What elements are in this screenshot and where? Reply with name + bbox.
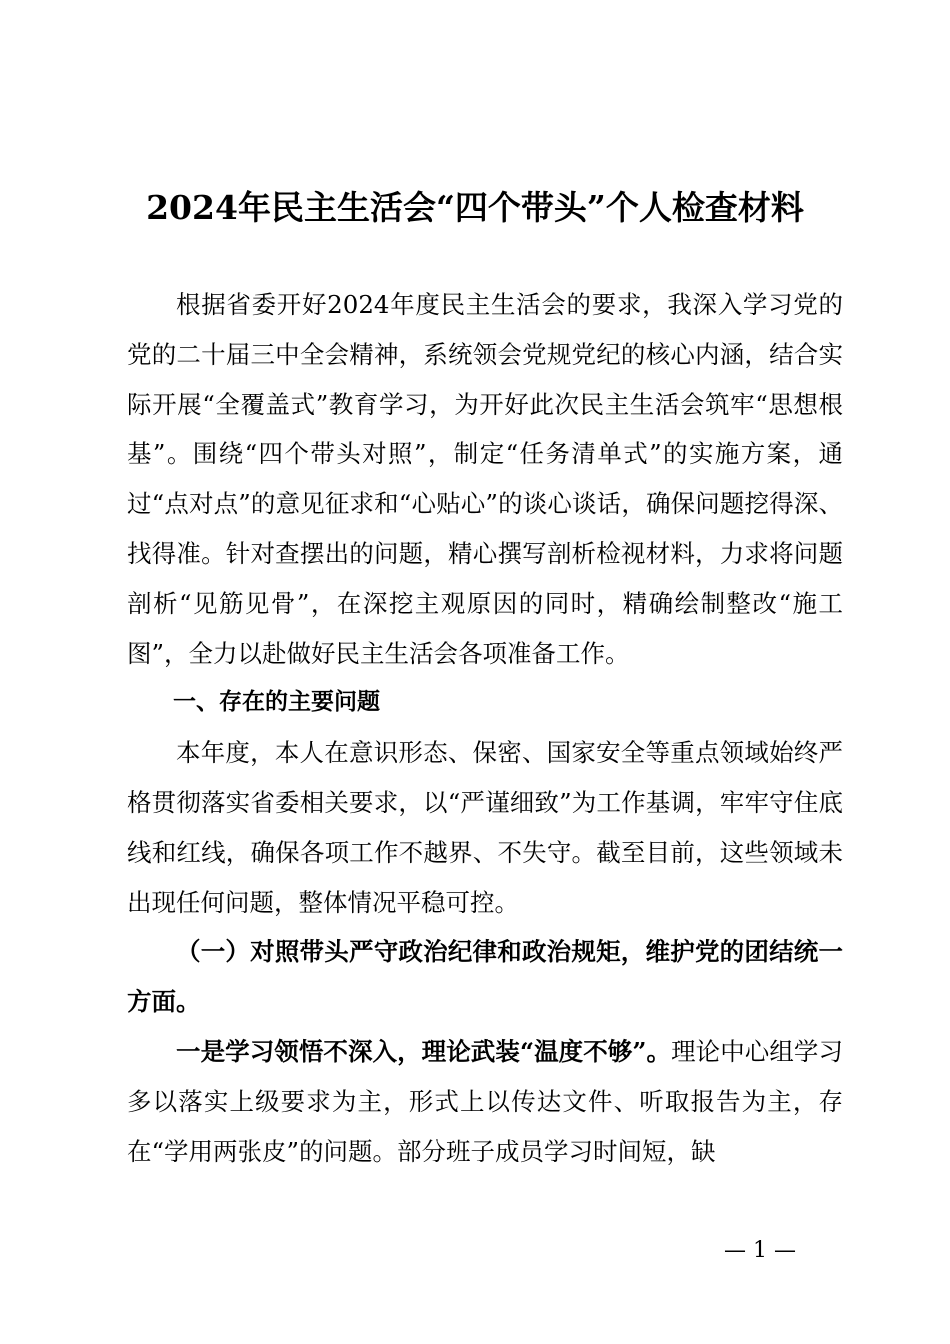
document-title: 2024年民主生活会“四个带头”个人检查材料 (146, 188, 804, 227)
document-body (127, 280, 843, 1176)
point-text: 理论中心组学习多以落实上级要求为主，形式上以传达文件、听取报告为主，存在“学用两张皮”的问题。部分班子成员学习时间短，缺 (127, 1036, 843, 1166)
section-paragraph: 本年度，本人在意识形态、保密、国家安全等重点领域始终严格贯彻落实省委相关要求，以“严谨细致”为工作基调，牢牢守住底线和红线，确保各项工作不越界、不失守。截至目前，这些领域未出现任何问题，整体情况平稳可控。 (127, 738, 843, 917)
point-lead: 一是学习领悟不深入，理论武装“温度不够”。 (176, 1036, 672, 1066)
point-paragraph (127, 1027, 843, 1176)
sub-heading: （一）对照带头严守政治纪律和政治规矩，维护党的团结统一方面。 (127, 937, 843, 1017)
page-number: — 1 — (724, 1238, 796, 1263)
intro-paragraph: 根据省委开好2024年度民主生活会的要求，我深入学习党的党的二十届三中全会精神，系统领会党规党纪的核心内涵，结合实际开展“全覆盖式”教育学习，为开好此次民主生活会筑牢“思想根基”。围绕“四个带头对照”，制定“任务清单式”的实施方案，通过“点对点”的意见征求和“心贴心”的谈心谈话，确保问题挖得深、找得准。针对查摆出的问题，精心撰写剖析检视材料，力求将问题剖析“见筋见骨”，在深挖主观原因的同时，精确绘制整改“施工图”，全力以赴做好民主生活会各项准备工作。 (127, 290, 843, 668)
section-heading: 一、存在的主要问题 (173, 689, 380, 716)
